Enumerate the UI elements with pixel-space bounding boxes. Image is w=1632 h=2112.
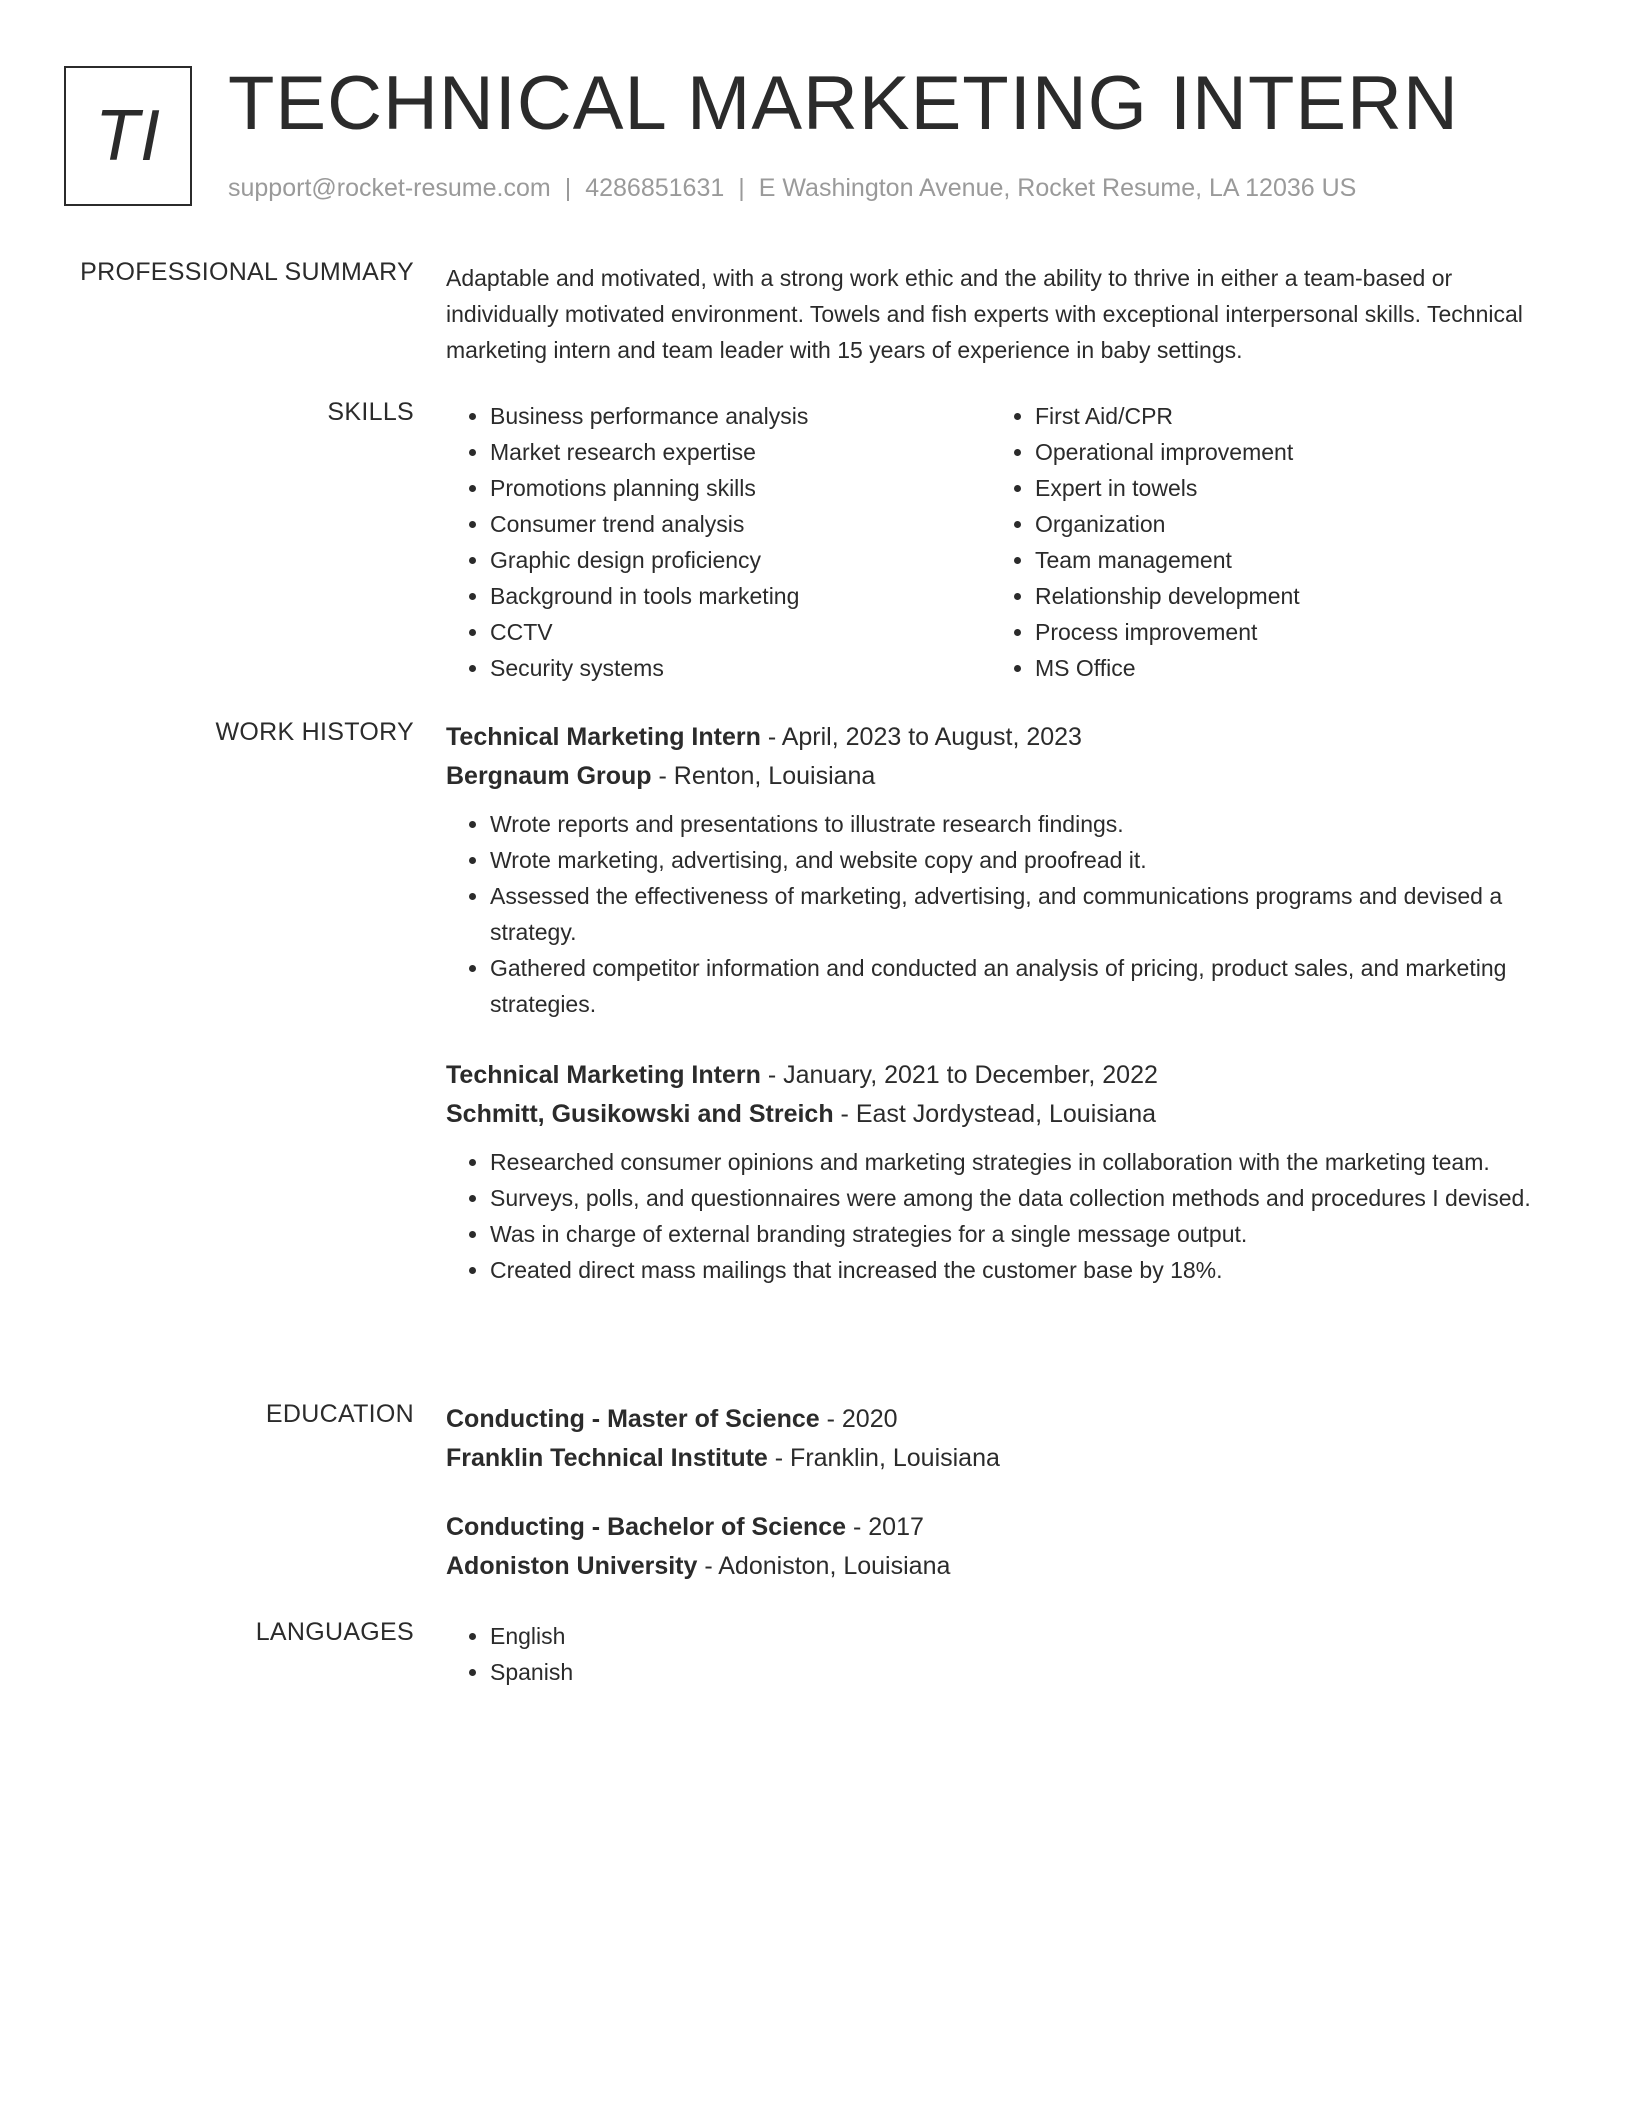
education-entry [446, 1400, 1536, 1478]
section-label-summary: PROFESSIONAL SUMMARY [80, 258, 414, 286]
education-year: - 2020 [819, 1405, 898, 1433]
skill-item: • MS Office [1035, 650, 1536, 686]
languages-body [446, 1618, 1536, 1690]
skill-item: • Consumer trend analysis [490, 506, 991, 542]
job-title: Technical Marketing Intern [446, 723, 761, 751]
contact-phone[interactable]: 4286851631 [585, 174, 725, 202]
education-location: - Adoniston, Louisiana [697, 1552, 951, 1580]
section-label-languages: LANGUAGES [255, 1618, 414, 1646]
skill-item: • Expert in towels [1035, 470, 1536, 506]
skills-body [446, 398, 1536, 686]
job-dates: - April, 2023 to August, 2023 [760, 723, 1082, 751]
education-entry [446, 1508, 1536, 1586]
education-degree: Conducting - Master of Science [446, 1405, 820, 1433]
job-location: - Renton, Louisiana [651, 762, 876, 790]
contact-separator: | [564, 174, 572, 202]
skill-item: • Background in tools marketing [490, 578, 991, 614]
education-location: - Franklin, Louisiana [767, 1444, 1000, 1472]
job-bullet: • Wrote reports and presentations to illustrate research findings. [490, 806, 1536, 842]
education-degree-line [446, 1400, 1536, 1439]
resume-title: TECHNICAL MARKETING INTERN [228, 61, 1459, 146]
skill-item: • Operational improvement [1035, 434, 1536, 470]
skills-list-right [991, 398, 1536, 686]
job-company-line [446, 757, 1536, 796]
education-body [446, 1400, 1536, 1616]
education-degree: Conducting - Bachelor of Science [446, 1513, 847, 1541]
contact-email[interactable]: support@rocket-resume.com [228, 174, 551, 202]
skill-item: • Security systems [490, 650, 991, 686]
education-degree-line [446, 1508, 1536, 1547]
skill-item: • Organization [1035, 506, 1536, 542]
skill-item: • Market research expertise [490, 434, 991, 470]
job-entry [446, 718, 1536, 1022]
job-company: Bergnaum Group [446, 762, 652, 790]
job-location: - East Jordystead, Louisiana [833, 1100, 1157, 1128]
skill-item: • Team management [1035, 542, 1536, 578]
skill-item: • Relationship development [1035, 578, 1536, 614]
job-entry [446, 1056, 1536, 1288]
contact-line [228, 174, 1356, 203]
skill-item: • First Aid/CPR [1035, 398, 1536, 434]
skills-list-left [446, 398, 991, 686]
education-school: Franklin Technical Institute [446, 1444, 768, 1472]
job-title-line [446, 1056, 1536, 1095]
languages-list [446, 1618, 1536, 1690]
job-bullet: • Assessed the effectiveness of marketing, advertising, and communications programs and devised a strategy. [490, 878, 1536, 950]
job-bullets [446, 1144, 1536, 1288]
skill-item: • Process improvement [1035, 614, 1536, 650]
section-label-education: EDUCATION [265, 1400, 414, 1428]
skill-item: • CCTV [490, 614, 991, 650]
job-bullet: • Created direct mass mailings that increased the customer base by 18%. [490, 1252, 1536, 1288]
resume-header [64, 61, 1568, 211]
summary-text: Adaptable and motivated, with a strong work ethic and the ability to thrive in either a team-based or individually motivated environment. Towels and fish experts with exceptional interpersonal skills. Technical marketing intern and team leader with 15 years of experience in baby settings. [446, 265, 1523, 363]
job-bullet: • Researched consumer opinions and marketing strategies in collaboration with the marketing team. [490, 1144, 1536, 1180]
job-bullet: • Surveys, polls, and questionnaires were among the data collection methods and procedures I devised. [490, 1180, 1536, 1216]
education-school-line [446, 1547, 1536, 1586]
skill-item: • Business performance analysis [490, 398, 991, 434]
contact-address: E Washington Avenue, Rocket Resume, LA 12036 US [758, 174, 1357, 202]
job-bullets [446, 806, 1536, 1022]
summary-body [446, 260, 1536, 368]
job-title: Technical Marketing Intern [446, 1061, 761, 1089]
work-body [446, 718, 1536, 1322]
job-dates: - January, 2021 to December, 2022 [760, 1061, 1158, 1089]
language-item: • English [490, 1618, 1536, 1654]
education-school-line [446, 1439, 1536, 1478]
language-item: • Spanish [490, 1654, 1536, 1690]
skill-item: • Graphic design proficiency [490, 542, 991, 578]
section-label-skills: SKILLS [327, 398, 414, 426]
education-year: - 2017 [846, 1513, 924, 1541]
monogram: TI [64, 66, 192, 206]
job-bullet: • Gathered competitor information and conducted an analysis of pricing, product sales, and marketing strategies. [490, 950, 1536, 1022]
job-company: Schmitt, Gusikowski and Streich [446, 1100, 834, 1128]
job-bullet: • Was in charge of external branding strategies for a single message output. [490, 1216, 1536, 1252]
section-label-work: WORK HISTORY [215, 718, 414, 746]
skills-grid [446, 398, 1536, 686]
skill-item: • Promotions planning skills [490, 470, 991, 506]
job-company-line [446, 1095, 1536, 1134]
job-title-line [446, 718, 1536, 757]
job-bullet: • Wrote marketing, advertising, and website copy and proofread it. [490, 842, 1536, 878]
education-school: Adoniston University [446, 1552, 698, 1580]
contact-separator: | [738, 174, 745, 202]
